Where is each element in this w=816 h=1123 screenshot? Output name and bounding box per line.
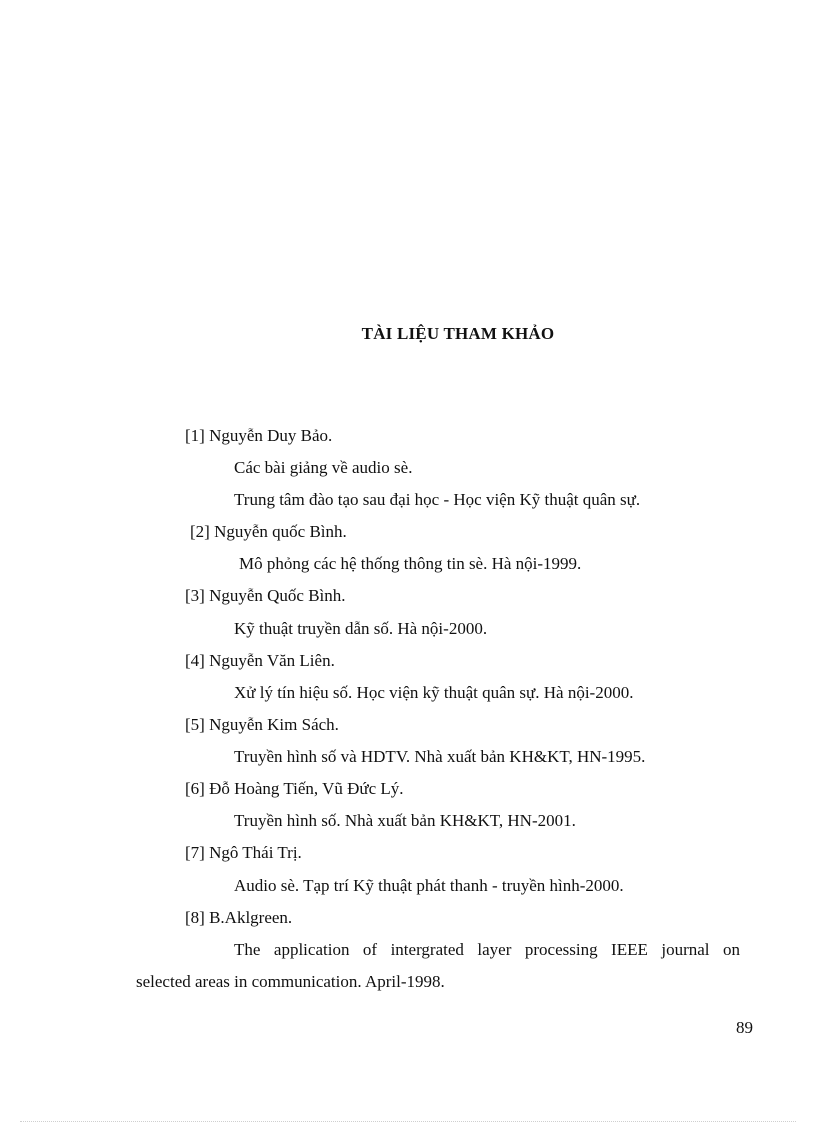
- reference-5-heading: [5] Nguyễn Kim Sách.: [185, 715, 339, 734]
- reference-8-heading: [8] B.Aklgreen.: [185, 908, 293, 927]
- page-number: 89: [736, 1018, 753, 1037]
- reference-2-heading: [2] Nguyễn quốc Bình.: [190, 522, 347, 541]
- reference-6-line-1: Truyền hình số. Nhà xuất bản KH&KT, HN-2001.: [234, 811, 576, 830]
- reference-6-heading: [6] Đỗ Hoàng Tiến, Vũ Đức Lý.: [185, 779, 404, 798]
- page-bottom-divider: [20, 1121, 796, 1122]
- reference-1-line-2: Trung tâm đào tạo sau đại học - Học viện Kỹ thuật quân sự.: [234, 490, 641, 509]
- reference-4-line-1: Xử lý tín hiệu số. Học viện kỹ thuật quân sự. Hà nội-2000.: [234, 683, 634, 702]
- reference-7-heading: [7] Ngô Thái Trị.: [185, 843, 302, 862]
- reference-8-line-1: The application of intergrated layer processing IEEE journal on: [234, 940, 740, 959]
- reference-2-line-1: Mô phỏng các hệ thống thông tin sè. Hà nội-1999.: [239, 554, 582, 573]
- page-title: TÀI LIỆU THAM KHẢO: [361, 324, 555, 343]
- reference-3-line-1: Kỹ thuật truyền dẫn số. Hà nội-2000.: [234, 619, 488, 638]
- reference-7-line-1: Audio sè. Tạp trí Kỹ thuật phát thanh - truyền hình-2000.: [234, 876, 624, 895]
- reference-1-line-1: Các bài giảng về audio sè.: [234, 458, 413, 477]
- reference-1-heading: [1] Nguyễn Duy Bảo.: [185, 426, 333, 445]
- reference-8-line-2: selected areas in communication. April-1998.: [136, 972, 445, 991]
- reference-5-line-1: Truyền hình số và HDTV. Nhà xuất bản KH&KT, HN-1995.: [234, 747, 646, 766]
- reference-4-heading: [4] Nguyễn Văn Liên.: [185, 651, 335, 670]
- reference-3-heading: [3] Nguyễn Quốc Bình.: [185, 586, 346, 605]
